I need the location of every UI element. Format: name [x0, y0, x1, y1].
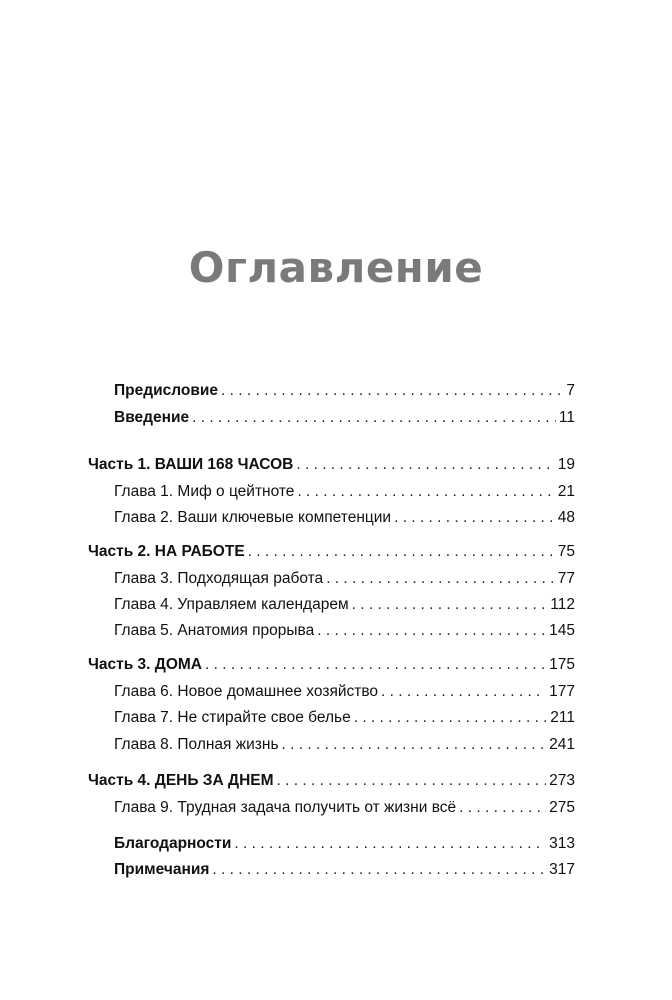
dot-leader [277, 770, 547, 792]
dot-leader [459, 797, 546, 819]
dot-leader [297, 481, 554, 503]
toc-entry [88, 454, 575, 476]
toc-entry-page-number: 313 [549, 835, 575, 852]
toc-entry-page-number: 145 [549, 622, 575, 639]
toc-entry-title: Глава 4. Управляем календарем [114, 596, 349, 613]
toc-entry [114, 797, 575, 819]
dot-leader [212, 859, 546, 881]
dot-leader [326, 568, 555, 590]
toc-entry [114, 407, 575, 429]
toc-entry-title: Благодарности [114, 835, 232, 852]
toc-entry-title: Глава 7. Не стирайте свое белье [114, 709, 351, 726]
toc-entry [114, 594, 575, 616]
toc-entry-title: Часть 1. ВАШИ 168 ЧАСОВ [88, 456, 294, 473]
toc-entry-page-number: 241 [549, 736, 575, 753]
toc-entry [88, 541, 575, 563]
toc-entry [114, 568, 575, 590]
toc-entry [114, 681, 575, 703]
dot-leader [205, 654, 546, 676]
toc-entry [114, 481, 575, 503]
toc-entry-title: Глава 6. Новое домашнее хозяйство [114, 683, 379, 700]
toc-entry [114, 380, 575, 402]
dot-leader [354, 707, 548, 729]
toc-entry-page-number: 317 [549, 861, 575, 878]
dot-leader [296, 454, 554, 476]
toc-entry-title: Введение [114, 409, 190, 426]
toc-entry-page-number: 77 [557, 570, 575, 587]
toc-entry-title: Часть 4. ДЕНЬ ЗА ДНЕМ [88, 772, 274, 789]
toc-entry-title: Глава 3. Подходящая работа [114, 570, 324, 587]
toc-entry [88, 770, 575, 792]
toc-entry-title: Глава 2. Ваши ключевые компетенции [114, 509, 392, 526]
toc-entry [114, 859, 575, 881]
toc-entry-title: Предисловие [114, 382, 219, 399]
page-title: Оглавление [188, 243, 484, 292]
toc-entry [114, 707, 575, 729]
toc-entry-page-number: 177 [549, 683, 575, 700]
toc-entry [114, 620, 575, 642]
toc-entry-page-number: 175 [549, 656, 575, 673]
dot-leader [352, 594, 548, 616]
dot-leader [234, 833, 546, 855]
dot-leader [221, 380, 563, 402]
toc-entry-title: Часть 2. НА РАБОТЕ [88, 543, 245, 560]
toc-entry-page-number: 11 [558, 409, 575, 426]
toc-entry-page-number: 75 [557, 543, 575, 560]
toc-entry-page-number: 21 [557, 483, 575, 500]
toc-entry-title: Часть 3. ДОМА [88, 656, 202, 673]
toc-entry-page-number: 7 [566, 382, 575, 399]
toc-entry-page-number: 112 [550, 596, 575, 613]
toc-entry [114, 734, 575, 756]
dot-leader [381, 681, 546, 703]
toc-entry-page-number: 48 [557, 509, 575, 526]
toc-entry-page-number: 275 [549, 799, 575, 816]
dot-leader [394, 507, 555, 529]
toc-entry-page-number: 19 [557, 456, 575, 473]
toc-entry [88, 654, 575, 676]
toc-entry-title: Глава 1. Миф о цейтноте [114, 483, 295, 500]
toc-entry-title: Глава 5. Анатомия прорыва [114, 622, 315, 639]
dot-leader [192, 407, 556, 429]
toc-entry-page-number: 273 [549, 772, 575, 789]
dot-leader [248, 541, 555, 563]
toc-entry [114, 507, 575, 529]
toc-entry [114, 833, 575, 855]
toc-entry-title: Глава 9. Трудная задача получить от жизни всё [114, 799, 457, 816]
toc-entry-page-number: 211 [550, 709, 575, 726]
toc-entry-title: Примечания [114, 861, 210, 878]
toc-entry-title: Глава 8. Полная жизнь [114, 736, 279, 753]
dot-leader [317, 620, 546, 642]
dot-leader [282, 734, 547, 756]
